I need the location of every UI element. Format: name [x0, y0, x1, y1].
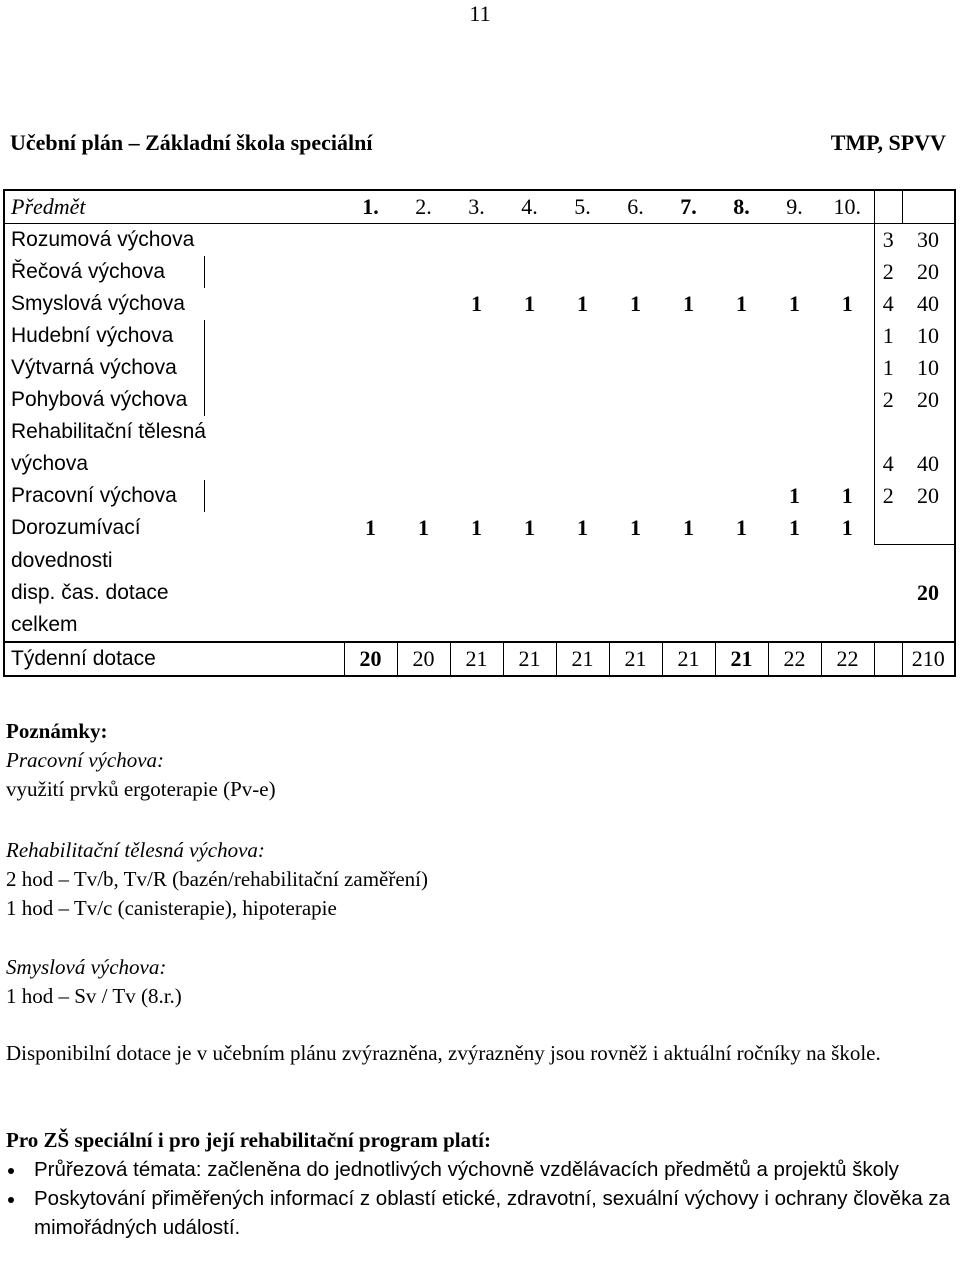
note-rehab-line: 2 hod – Tv/b, Tv/R (bazén/rehabilitační zaměření): [6, 867, 428, 891]
list-item: Poskytování přiměřených informací z oblastí etické, zdravotní, sexuální výchovy i ochrany člověka za mimořádných událostí.: [6, 1184, 956, 1242]
row-hours: 1: [874, 352, 902, 384]
row-grade-cell: 1: [841, 291, 853, 316]
table-row: [4, 320, 955, 352]
row-grade-cell: [344, 288, 397, 320]
row-grade-cell: 22: [768, 642, 821, 676]
row-grade-cell: 22: [821, 642, 874, 676]
page-title-right: TMP, SPVV: [830, 130, 946, 155]
row-subject: Rehabilitační tělesná: [4, 416, 344, 448]
note-pracovni-text: využití prvků ergoterapie (Pv-e): [6, 777, 276, 801]
table-row: [4, 609, 955, 642]
notes-heading: Poznámky:: [6, 719, 108, 743]
row-grade-cell: 1: [789, 291, 800, 316]
row-hours: 4: [874, 288, 902, 320]
header-grade: 1.: [344, 190, 397, 224]
row-grade-cell: 1: [524, 291, 535, 316]
note-smyslova-text: 1 hod – Sv / Tv (8.r.): [6, 984, 182, 1008]
table-row: [4, 577, 955, 609]
page-number: 11: [469, 1, 491, 26]
header-grade: 3.: [450, 190, 503, 224]
table-row: [4, 224, 955, 257]
row-grade-cell: 1: [630, 515, 641, 541]
row-grade-cell: 1: [577, 291, 588, 316]
row-total: 20: [902, 577, 955, 609]
header-empty: [874, 190, 902, 224]
row-grade-cell: 1: [683, 515, 694, 541]
header-grade: 5.: [556, 190, 609, 224]
row-grade-cell: 1: [841, 483, 853, 508]
row-grade-cell: 21: [662, 642, 715, 676]
table-row-total: [4, 642, 955, 676]
note-rehab-title: Rehabilitační tělesná výchova:: [6, 838, 265, 862]
header-subject: Předmět: [4, 190, 344, 224]
row-grade-cell: 1: [365, 515, 376, 541]
row-hours-empty: [874, 577, 902, 609]
notes-zs: [6, 1126, 956, 1242]
row-grade-cell: 21: [503, 642, 556, 676]
row-subject-cont: celkem: [4, 609, 344, 642]
row-total: 40: [902, 448, 955, 480]
row-subject: Výtvarná výchova: [4, 352, 204, 384]
header-grade: 2.: [397, 190, 450, 224]
row-grade-cell: 1: [577, 515, 588, 541]
header-empty: [902, 190, 955, 224]
row-subject: Řečová výchova: [4, 256, 204, 288]
row-grades-empty: [204, 480, 768, 512]
row-total: 20: [902, 384, 955, 416]
row-grade-cell: 21: [715, 642, 768, 676]
row-grade-cell: 21: [609, 642, 662, 676]
row-grades-empty: [344, 545, 955, 578]
row-subject-cont: výchova: [4, 448, 344, 480]
table-header-row: [4, 190, 955, 224]
list-item: Průřezová témata: začleněna do jednotlivých výchovně vzdělávacích předmětů a projektů školy: [6, 1155, 956, 1184]
row-grade-cell: 1: [789, 515, 800, 541]
row-subject: Smyslová výchova: [4, 288, 344, 320]
row-grade-cell: 20: [397, 642, 450, 676]
row-grades-empty: [344, 609, 955, 642]
row-grade-cell: 1: [630, 291, 641, 316]
row-subject: disp. čas. dotace: [4, 577, 344, 609]
row-subject: Týdenní dotace: [4, 642, 344, 676]
row-grade-cell: 1: [471, 291, 482, 316]
note-pracovni-title: Pracovní výchova:: [6, 748, 165, 772]
row-grades-empty: [204, 256, 874, 288]
row-grades-empty: [344, 224, 874, 257]
notes-smyslova: [6, 953, 956, 1011]
header-grade: 4.: [503, 190, 556, 224]
row-total: 20: [902, 256, 955, 288]
row-hours: 3: [874, 224, 902, 257]
header-grade: 10.: [821, 190, 874, 224]
row-subject: Dorozumívací: [4, 512, 344, 545]
row-grade-cell: [397, 288, 450, 320]
note-zs-list: [6, 1155, 956, 1242]
header-grade: 7.: [662, 190, 715, 224]
row-total-empty: [902, 416, 955, 448]
row-grade-cell: 20: [344, 642, 397, 676]
row-hours: 2: [874, 256, 902, 288]
table-row: [4, 352, 955, 384]
row-hours: 2: [874, 384, 902, 416]
table-row: [4, 480, 955, 512]
notes-section: [6, 717, 956, 804]
note-disponibilni: Disponibilní dotace je v učebním plánu zvýrazněna, zvýrazněny jsou rovněž i aktuální ročníky na škole.: [6, 1041, 881, 1065]
row-grade-cell: 1: [524, 515, 535, 541]
row-total: 210: [902, 642, 955, 676]
header-grade: 8.: [715, 190, 768, 224]
row-grade-cell: 1: [736, 291, 747, 316]
row-grade-cell: 21: [450, 642, 503, 676]
notes-rehab: [6, 836, 956, 923]
row-grade-cell: 1: [821, 512, 874, 545]
note-smyslova-title: Smyslová výchova:: [6, 955, 167, 979]
row-grades-empty: [204, 352, 874, 384]
row-hours: 2: [874, 480, 902, 512]
table-row: [4, 256, 955, 288]
row-grade-cell: 1: [789, 483, 800, 508]
curriculum-table: [3, 189, 956, 677]
row-subject: Rozumová výchova: [4, 224, 344, 257]
row-subject: Pohybová výchova: [4, 384, 204, 416]
row-grade-cell: 1: [471, 515, 482, 541]
row-total: 10: [902, 352, 955, 384]
row-subject-cont: dovednosti: [4, 545, 344, 578]
row-hours-empty: [874, 642, 902, 676]
row-grade-cell: 21: [556, 642, 609, 676]
row-grades-empty: [344, 416, 874, 448]
table-row: [4, 288, 955, 320]
row-total: 10: [902, 320, 955, 352]
row-subject: Hudební výchova: [4, 320, 204, 352]
row-total: 40: [902, 288, 955, 320]
table-row: [4, 512, 955, 545]
row-grades-empty: [344, 577, 874, 609]
row-grade-cell: 1: [683, 291, 694, 316]
note-zs-heading: Pro ZŠ speciální i pro její rehabilitační program platí:: [6, 1128, 491, 1152]
row-hours: 1: [874, 320, 902, 352]
page-title: Učební plán – Základní škola speciální: [10, 130, 373, 155]
table-row: [4, 416, 955, 448]
row-grades-empty: [204, 384, 874, 416]
header-grade: 9.: [768, 190, 821, 224]
row-total: 30: [902, 224, 955, 257]
table-row: [4, 384, 955, 416]
row-hours: 4: [874, 448, 902, 480]
row-hours-empty: [874, 416, 902, 448]
table-row: [4, 448, 955, 480]
row-grade-cell: 1: [418, 515, 429, 541]
row-grade-cell: 1: [736, 515, 747, 541]
table-row: [4, 545, 955, 578]
row-grades-empty: [344, 448, 874, 480]
row-total: 20: [902, 480, 955, 512]
row-hours-empty: [874, 512, 955, 545]
row-grades-empty: [204, 320, 874, 352]
header-grade: 6.: [609, 190, 662, 224]
row-subject: Pracovní výchova: [4, 480, 204, 512]
note-rehab-line: 1 hod – Tv/c (canisterapie), hipoterapie: [6, 896, 337, 920]
